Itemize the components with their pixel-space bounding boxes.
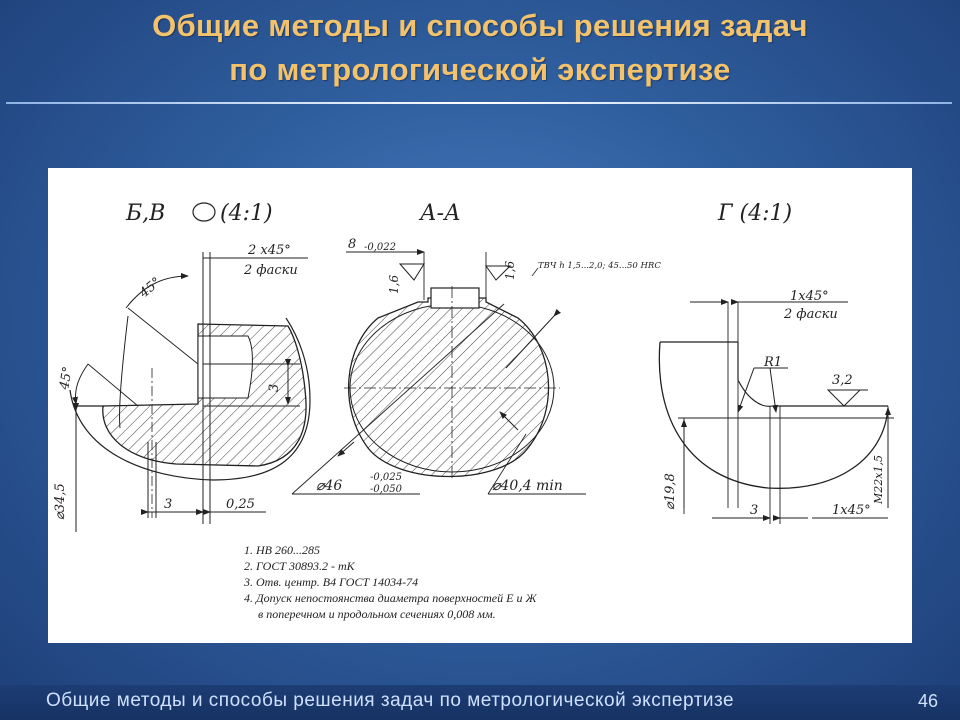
view-middle [292,201,661,495]
left-chamfer: 2 х45° [248,243,291,258]
right-width: 3 [750,503,759,518]
drawing-canvas [48,168,912,643]
key-tolerance: -0,022 [364,242,397,253]
footer-text: Общие методы и способы решения задач по метрологической экспертизе [46,690,735,711]
technical-drawing [48,168,912,643]
right-thread: M22х1,5 [872,455,885,504]
dia-tol-upper: -0,025 [370,472,403,483]
left-chamfer-note: 2 фаски [244,263,298,278]
right-chamfer-note: 2 фаски [784,307,838,322]
rough-1: 1,6 [387,274,401,294]
right-roughness: 3,2 [832,373,853,388]
right-chamfer: 1х45° [790,289,829,304]
left-width: 3 [164,497,173,512]
view-right [659,201,894,524]
note-4: 4. Допуск непостоянства диаметра поверхностей Е и Ж [244,591,537,605]
heat-treatment: ТВЧ h 1,5...2,0; 45...50 HRC [538,261,661,271]
note-4-continued: в поперечном и продольном сечениях 0,008 мм. [258,607,496,621]
view-left-scale: (4:1) [220,201,273,226]
right-radius: R1 [764,355,783,370]
note-1: 1. НВ 260...285 [244,543,320,557]
page-number: 46 [917,691,938,711]
view-left-label: Б,В [126,201,166,226]
view-right-label: Г (4:1) [718,201,793,226]
dia-tol-lower: -0,050 [370,484,403,495]
title-line-1: Общие методы и способы решения задач [152,8,808,43]
slide-footer [0,685,960,720]
slide-title [0,4,960,92]
right-chamfer-2: 1х45° [832,503,871,518]
key-width: 8 [348,237,357,252]
circle-symbol [193,203,215,221]
left-diameter: ⌀34,5 [53,483,68,520]
rough-2: 1,6 [503,260,517,280]
drawing-notes [243,543,537,621]
view-middle-label: А-А [420,201,461,226]
left-height: 3 [267,383,282,392]
middle-min-diameter: ⌀40,4 min [492,478,563,494]
left-angle-top: 45° [136,274,165,302]
title-divider [6,102,952,104]
note-3: 3. Отв. центр. В4 ГОСТ 14034-74 [244,575,419,589]
left-angle-side: 45° [57,365,76,391]
note-2: 2. ГОСТ 30893.2 - mK [244,559,355,573]
title-line-2: по метрологической экспертизе [229,52,731,87]
left-small: 0,25 [226,497,255,512]
middle-diameter: ⌀46 [316,478,343,494]
view-left [53,201,310,532]
right-diameter: ⌀19,8 [663,473,678,510]
